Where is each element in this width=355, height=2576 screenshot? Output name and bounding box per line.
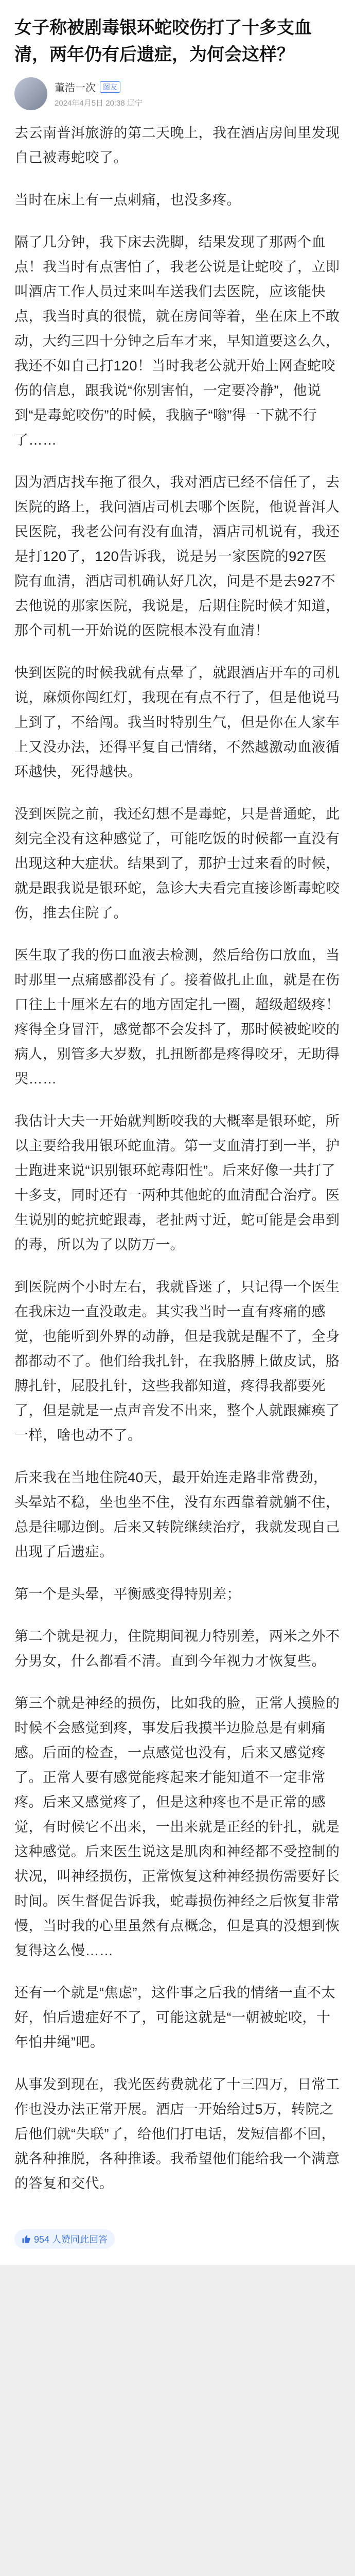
article-footer — [0, 2213, 355, 2265]
likes-badge[interactable] — [14, 2229, 115, 2249]
author-name-row — [55, 79, 143, 94]
paragraph: 当时在床上有一点刺痛，也没多疼。 — [14, 192, 241, 208]
paragraph: 第三个就是神经的损伤，比如我的脸，正常人摸脸的时候不会感觉到疼，事发后我摸半边脸总是有刺痛感。后面的检查，一点感觉也没有，后来又感觉疼了。正常人要有感觉能疼起来才能知道不一定非常疼。后来又感觉疼了，但是这种疼也不是正常的感觉，有时候它不出来，一出来就是正经的针扎，就是这种感觉。后来医生说这是肌肉和神经都不受控制的状况，叫神经损伤，正常恢复这种神经损伤需要好长时间。医生督促告诉我，蛇毒损伤神经之后恢复非常慢，当时我的心里虽然有点概念，但是真的没想到恢复得这么慢…… — [14, 1696, 340, 1958]
paragraph: 隔了几分钟，我下床去洗脚，结果发现了那两个血点！我当时有点害怕了，我老公说是让蛇咬了，立即叫酒店工作人员过来叫车送我们去医院，应该能快点，我当时真的很慌，就在房间等着，坐在床上不敢动，大约三四十分钟之后车才来，早知道要这么久，我还不如自己打120！当时我老公就开始上网查蛇咬伤的信息，跟我说“你别害怕，一定要冷静”，他说到“是毒蛇咬伤”的时候，我脑子“嗡”得一下就不行了…… — [14, 234, 340, 448]
publish-time: 2024年4月5日 20:38 辽宁 — [55, 99, 143, 108]
paragraph: 去云南普洱旅游的第二天晚上，我在酒店房间里发现自己被毒蛇咬了。 — [14, 125, 340, 165]
article-title: 女子称被剧毒银环蛇咬伤打了十多支血清，两年仍有后遗症，为何会这样？ — [14, 18, 312, 64]
paragraph: 到医院两个小时左右，我就昏迷了，只记得一个医生在我床边一直没敢走。其实我当时一直有疼痛的感觉，也能听到外界的动静，但是我就是醒不了，全身都都动不了。他们给我扎针，在我胳膊上做皮试，胳膊扎针，屁股扎针，这些我都知道，疼得我都要死了，但是就是一点声音发不出来，整个人就跟瘫痪了一样，啥也动不了。 — [14, 1279, 340, 1443]
paragraph: 我估计大夫一开始就判断咬我的大概率是银环蛇，所以主要给我用银环蛇血清。第一支血清打到一半，护士跑进来说“识别银环蛇毒阳性”。后来好像一共打了十多支，同时还有一两种其他蛇的血清配合治疗。医生说别的蛇抗蛇跟毒，老扯两寸近，蛇可能是会串到的毒，所以为了以防万一。 — [14, 1113, 340, 1252]
paragraph: 第一个是头晕，平衡感变得特别差； — [14, 1586, 241, 1602]
author-meta — [55, 79, 143, 108]
paragraph: 还有一个就是“焦虑”，这件事之后我的情绪一直不太好，怕后遗症好不了，可能这就是“一朝被蛇咬，十年怕井绳”吧。 — [14, 1985, 335, 2050]
paragraph: 没到医院之前，我还幻想不是毒蛇，只是普通蛇，此刻完全没有这种感觉了，可能吃饭的时候都一直没有出现这种大症状。结果到了，那护士过来看的时候，就是跟我说是银环蛇，急诊大夫看完直接诊断毒蛇咬伤，推去住院了。 — [14, 806, 340, 921]
paragraph: 因为酒店找车拖了很久，我对酒店已经不信任了，去医院的路上，我问酒店司机去哪个医院，他说普洱人民医院，我老公问有没有血清，酒店司机说有，我还是打120了，120告诉我，说是另一家医院的927医院有血清，酒店司机确认好几次，问是不是去927不去他说的那家医院，我说是，后期住院时候才知道，那个司机一开始说的医院根本没有血清！ — [14, 474, 340, 638]
paragraph: 快到医院的时候我就有点晕了，就跟酒店开车的司机说，麻烦你闯红灯，我现在有点不行了，但是他说马上到了，不给闯。我当时特别生气，但是你在人家车上又没办法，还得平复自己情绪，不然越激动血液循环越快，死得越快。 — [14, 665, 340, 779]
paragraph: 第二个就是视力，住院期间视力特别差，两米之外不分男女，什么都看不清。直到今年视力才恢复些。 — [14, 1629, 340, 1669]
avatar[interactable] — [14, 77, 47, 110]
article-content — [0, 121, 355, 2196]
paragraph: 医生取了我的伤口血液去检测，然后给伤口放血，当时那里一点痛感都没有了。接着做扎止血，就是在伤口往上十厘米左右的地方固定扎一圈，超级超级疼！疼得全身冒汗，感觉都不会发抖了，那时候被蛇咬的病人，别管多大岁数，扎扭断都是疼得咬牙，无助得哭…… — [14, 947, 340, 1087]
thumbs-up-icon — [22, 2234, 31, 2244]
author-badge: 图友 — [100, 81, 120, 93]
author-name[interactable]: 董浩一次 — [55, 82, 96, 94]
likes-text: 954 人赞同此回答 — [34, 2234, 108, 2245]
author-row[interactable] — [0, 77, 355, 121]
paragraph: 后来我在当地住院40天，最开始连走路非常费劲，头晕站不稳，坐也坐不住，没有东西靠着就躺不住，总是往哪边倒。后来又转院继续治疗，我就发现自己出现了后遗症。 — [14, 1470, 340, 1560]
paragraph: 从事发到现在，我光医药费就花了十三四万，日常工作也没办法正常开展。酒店一开始给过5万，转院之后他们就“失联”了，给他们打电话，发短信都不回，就各种推脱，各种推诿。我希望他们能给我一个满意的答复和交代。 — [14, 2077, 340, 2191]
